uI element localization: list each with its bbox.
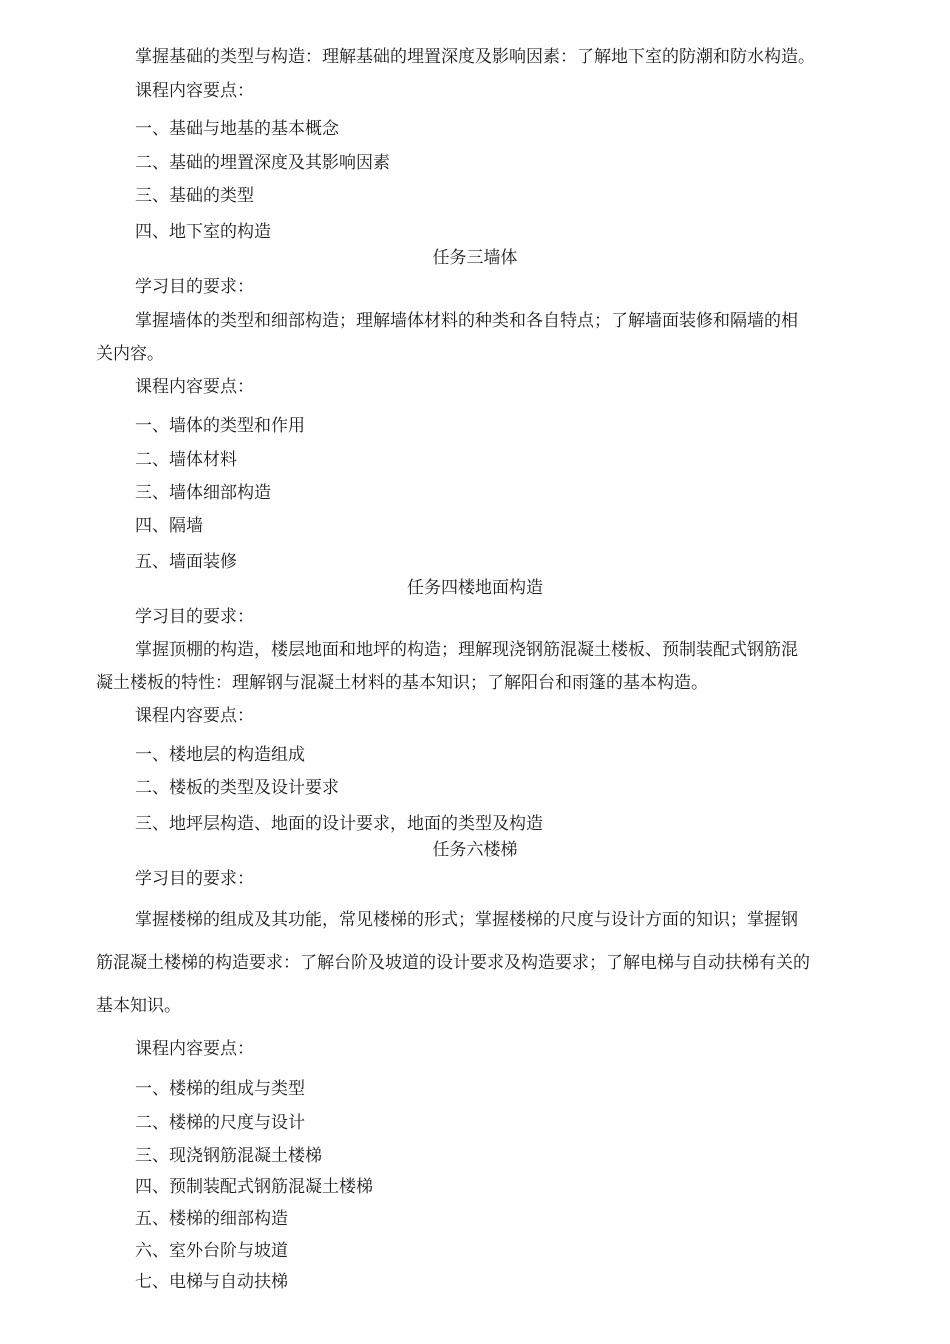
list-item: 四、隔墙: [135, 516, 203, 536]
list-item: 七、电梯与自动扶梯: [135, 1272, 288, 1292]
course-points-label: 课程内容要点：: [135, 81, 254, 101]
list-item: 二、楼板的类型及设计要求: [135, 778, 339, 798]
list-item: 一、楼梯的组成与类型: [135, 1079, 305, 1099]
list-item: 一、基础与地基的基本概念: [135, 119, 339, 139]
paragraph-stairs-goals-cont: 筋混凝土楼梯的构造要求：了解台阶及坡道的设计要求及构造要求；了解电梯与自动扶梯有关的: [96, 953, 810, 973]
list-item: 三、墙体细部构造: [135, 483, 271, 503]
list-item: 四、地下室的构造: [135, 222, 271, 242]
list-item: 二、墙体材料: [135, 450, 237, 470]
list-item: 一、墙体的类型和作用: [135, 416, 305, 436]
list-item: 五、楼梯的细部构造: [135, 1209, 288, 1229]
list-item: 三、基础的类型: [135, 186, 254, 206]
learning-goals-label: 学习目的要求：: [135, 607, 254, 627]
learning-goals-label: 学习目的要求：: [135, 869, 254, 889]
list-item: 一、楼地层的构造组成: [135, 745, 305, 765]
paragraph-floors-goals: 掌握顶棚的构造，楼层地面和地坪的构造；理解现浇钢筋混凝土楼板、预制装配式钢筋混: [135, 640, 798, 660]
paragraph-stairs-goals-end: 基本知识。: [96, 996, 181, 1016]
learning-goals-label: 学习目的要求：: [135, 277, 254, 297]
list-item: 六、室外台阶与坡道: [135, 1241, 288, 1261]
section-title-floors: 任务四楼地面构造: [407, 578, 543, 598]
course-points-label: 课程内容要点：: [135, 377, 254, 397]
paragraph-stairs-goals: 掌握楼梯的组成及其功能，常见楼梯的形式；掌握楼梯的尺度与设计方面的知识；掌握钢: [135, 910, 798, 930]
section-title-stairs: 任务六楼梯: [432, 840, 518, 860]
course-points-label: 课程内容要点：: [135, 706, 254, 726]
course-points-label: 课程内容要点：: [135, 1039, 254, 1059]
list-item: 二、楼梯的尺度与设计: [135, 1113, 305, 1133]
list-item: 三、地坪层构造、地面的设计要求，地面的类型及构造: [135, 814, 543, 834]
list-item: 五、墙面装修: [135, 552, 237, 572]
paragraph-walls-goals: 掌握墙体的类型和细部构造；理解墙体材料的种类和各自特点；了解墙面装修和隔墙的相: [135, 311, 798, 331]
list-item: 二、基础的埋置深度及其影响因素: [135, 153, 390, 173]
paragraph-walls-goals-cont: 关内容。: [96, 344, 164, 364]
paragraph-foundation-goals: 掌握基础的类型与构造：理解基础的埋置深度及影响因素：了解地下室的防潮和防水构造。: [135, 47, 815, 67]
list-item: 四、预制装配式钢筋混凝土楼梯: [135, 1177, 373, 1197]
paragraph-floors-goals-cont: 凝土楼板的特性：理解钢与混凝土材料的基本知识；了解阳台和雨篷的基本构造。: [96, 673, 708, 693]
list-item: 三、现浇钢筋混凝土楼梯: [135, 1146, 322, 1166]
section-title-walls: 任务三墙体: [432, 248, 518, 268]
